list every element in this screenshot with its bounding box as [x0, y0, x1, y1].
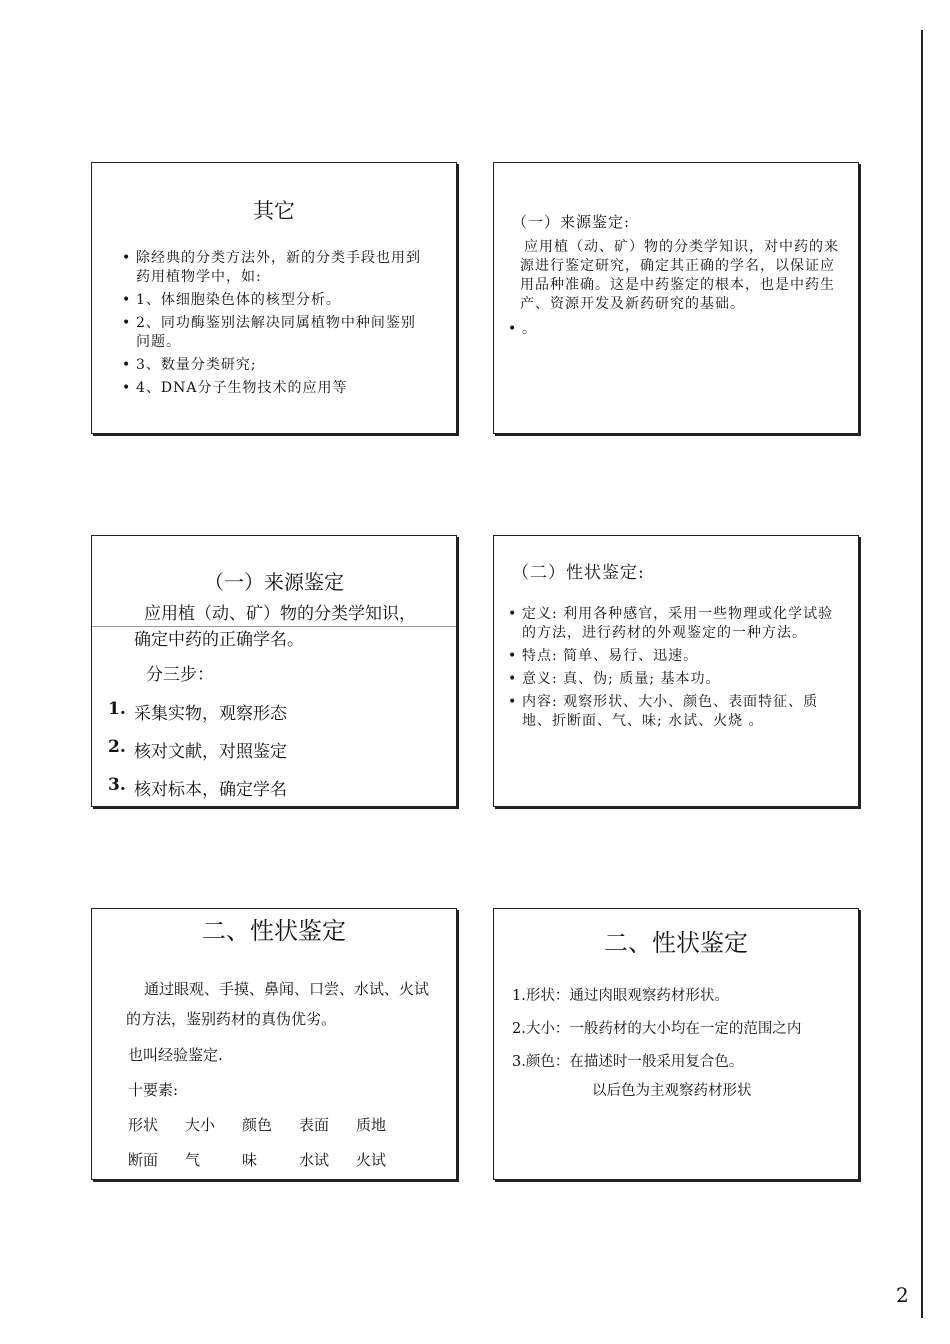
slide-source-identification [493, 162, 859, 434]
step-item: 2. 核对文献，对照鉴定 [108, 737, 287, 762]
steps-intro: 分三步： [146, 665, 214, 685]
list-item: 1.形状：通过肉眼观察药材形状。 [512, 988, 729, 1004]
list-item: • 2、同功酶鉴别法解决同属植物中种间鉴别问题。 [122, 314, 430, 352]
element-term: 断面 [128, 1151, 159, 1169]
step-item: 3. 核对标本，确定学名 [108, 775, 287, 800]
slide-heading: （一）来源鉴定: [512, 213, 631, 231]
bullet-list [508, 605, 846, 731]
steps-list [108, 699, 456, 800]
element-term: 质地 [356, 1116, 387, 1134]
element-term: 气 [185, 1151, 201, 1169]
list-item: 2.大小：一般药材的大小均在一定的范围之内 [512, 1021, 802, 1037]
page-number: 2 [896, 1283, 909, 1307]
slide-body: 应用植（动、矿）物的分类学知识，对中药的来源进行鉴定研究，确定其正确的学名，以保证应用品种准确。这是中药鉴定的根本，也是中药生产、资源开发及新药研究的基础。 [520, 239, 839, 312]
slide-title: 二、性状鉴定 [604, 929, 748, 957]
bullet-list [122, 249, 430, 398]
element-term: 火试 [356, 1151, 387, 1169]
slide-title: （一）来源鉴定 [204, 570, 344, 594]
element-term: 表面 [299, 1116, 330, 1134]
slide-note: 以后色为主观察药材形状 [592, 1083, 752, 1099]
slide-heading: （二）性状鉴定: [512, 563, 645, 583]
list-item: • 4、DNA分子生物技术的应用等 [122, 379, 430, 398]
slide-line: 也叫经验鉴定. [128, 1046, 223, 1064]
element-term: 大小 [185, 1116, 216, 1134]
detail-list [512, 984, 858, 1071]
slide-title: 其它 [253, 199, 295, 223]
bullet-list [508, 320, 858, 339]
slide-source-steps [91, 535, 457, 807]
intro-line-1: 应用植（动、矿）物的分类学知识， [144, 604, 416, 624]
slide-character-details [493, 908, 859, 1180]
slide-line: 十要素: [128, 1081, 179, 1099]
element-term: 形状 [128, 1116, 159, 1134]
list-item: • 意义: 真、伪; 质量; 基本功。 [508, 670, 846, 689]
list-item: • 定义: 利用各种感官，采用一些物理或化学试验的方法，进行药材的外观鉴定的一种方法。 [508, 605, 846, 643]
element-term: 味 [242, 1151, 258, 1169]
intro-line-2: 确定中药的正确学名。 [134, 630, 304, 650]
slide-paragraph: 通过眼观、手摸、鼻闻、口尝、水试、火试的方法，鉴别药材的真伪优劣。 [126, 980, 430, 1028]
slide-other-methods [91, 162, 457, 434]
slide-title: 二、性状鉴定 [202, 917, 346, 945]
list-item: • 内容: 观察形状、大小、颜色、表面特征、质地、折断面、气、味; 水试、火烧 。 [508, 693, 846, 731]
list-item: • 3、数量分类研究; [122, 356, 430, 375]
list-item: • 1、体细胞染色体的核型分析。 [122, 291, 430, 310]
elements-row [128, 1149, 456, 1170]
element-term: 颜色 [242, 1116, 273, 1134]
list-item: • 除经典的分类方法外，新的分类手段也用到药用植物学中，如: [122, 249, 430, 287]
list-item: • 特点: 简单、易行、迅速。 [508, 647, 846, 666]
list-item: • 。 [508, 320, 858, 339]
element-term: 水试 [299, 1151, 330, 1169]
step-item: 1. 采集实物，观察形态 [108, 699, 287, 724]
right-margin-rule [921, 30, 923, 1318]
elements-row [128, 1114, 456, 1135]
slide-character-identification [493, 535, 859, 807]
list-item: 3.颜色：在描述时一般采用复合色。 [512, 1054, 744, 1070]
slide-character-overview [91, 908, 457, 1180]
